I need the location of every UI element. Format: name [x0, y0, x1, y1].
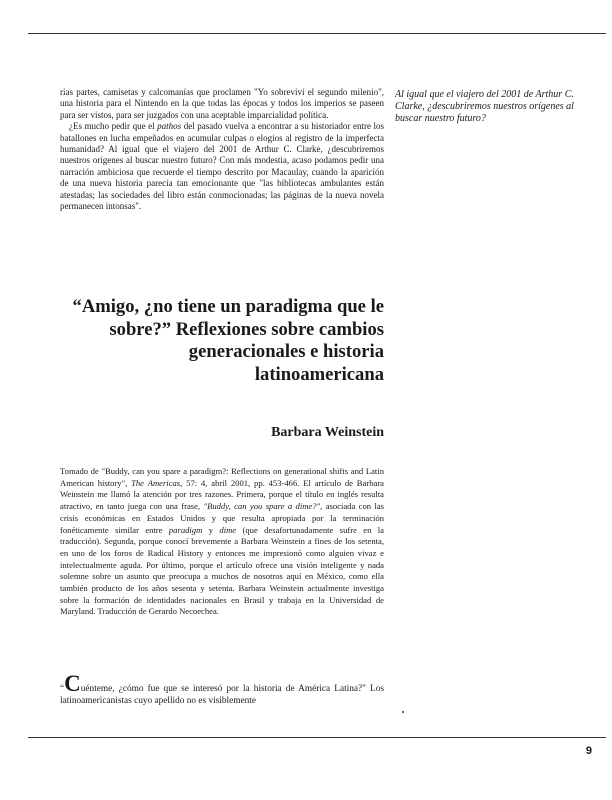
article-author: Barbara Weinstein — [271, 425, 384, 440]
journal-name: The Americas — [131, 477, 181, 488]
paragraph-2-end: del pasado vuelva a encontrar a su historiador entre los batallones en lucha empeñados en acumular culpas o elogios al registro de la imperfecta humanidad? Al igual que el viajero del 2001 de Arthur C. Clarke, ¿descubriremos nuestros orígenes al buscar nuestro futuro? Con más modestia, acaso podamos pedir una narración ambiciosa que recuerde el tiempo descrito por Macaulay, cuando la aparición de una nueva historia parecía tan emocionante que "las bibliotecas ambulantes están atestadas; las sociedades del libro están conmocionadas; las páginas de la nueva novela permanecen intonsas". — [60, 121, 384, 212]
opening-paragraph — [60, 671, 384, 707]
intro-part-5: (que desafortunadamente sufre en la traducción). Segunda, porque conocí brevemente a Barbara Weinstein a fines de los setenta, en uno de los foros de Radical History y entonces me impresionó como alguien vivaz e intelectualmente aguda. Por último, porque el artículo ofrece una visión inteligente y nada solemne sobre un asunto que preocupa a muchos de nosotros aquí en México, como ella también producto de los años sesenta y setenta. Barbara Weinstein actualmente investiga sobre la formación de identidades nacionales en Brasil y trabaja en la Universidad de Maryland. Traducción de Gerardo Necoechea. — [60, 524, 384, 617]
intro-part-4: y — [202, 524, 220, 535]
translator-intro-note — [60, 466, 384, 618]
page-number: 9 — [585, 745, 592, 757]
margin-pull-quote: Al igual que el viajero del 2001 de Arthur C. Clarke, ¿descubriremos nuestros orígenes al buscar nuestro futuro? — [395, 89, 574, 124]
paragraph-2-start: ¿Es mucho pedir que el — [69, 121, 158, 132]
article-title: “Amigo, ¿no tiene un paradigma que le sobre?” Reflexiones sobre cambios generacionales e historia latinoamericana — [72, 296, 384, 385]
continued-text — [60, 87, 384, 212]
english-phrase: "Buddy, can you spare a dime?" — [203, 501, 321, 512]
intro-part-2: , 57: 4, abril 2001, pp. 453-466. El artículo de Barbara Weinstein me llamó la atención por tres razones. Primera, porque el título en inglés resulta atractivo, en tanto juega con una frase, — [60, 477, 384, 512]
pathos-word: pathos — [157, 121, 182, 132]
intro-part-1: Tomado de "Buddy, can you spare a paradigm?: Reflections on generational shifts and Latin American history", — [60, 466, 384, 488]
top-rule — [28, 33, 606, 34]
continued-paragraph-1: rias partes, camisetas y calcomanías que proclamen "Yo sobreviví el segundo milenio", una historia para el Nintendo en la que todas las épocas y todos los imperios se paseen para ser vistos, para ser juzgados con una aceptable imparcialidad política. — [60, 87, 384, 120]
opening-quote-mark: “ — [60, 684, 65, 694]
print-speck — [402, 711, 404, 713]
opening-text: uénteme, ¿cómo fue que se interesó por la historia de América Latina?" Los latinoamericanistas cuyo apellido no es visiblemente — [60, 684, 384, 706]
drop-cap: C — [64, 671, 81, 696]
word-paradigm: paradigm — [168, 524, 203, 535]
continued-paragraph-2 — [60, 121, 384, 212]
bottom-rule — [28, 737, 606, 738]
word-dime: dime — [219, 524, 237, 535]
intro-note-paragraph — [60, 466, 384, 618]
article-opening — [60, 671, 384, 707]
intro-part-3: , asociada con las crisis económicas en Estados Unidos y que resulta apropiada por la terminación fonéticamente similar entre — [60, 501, 384, 535]
